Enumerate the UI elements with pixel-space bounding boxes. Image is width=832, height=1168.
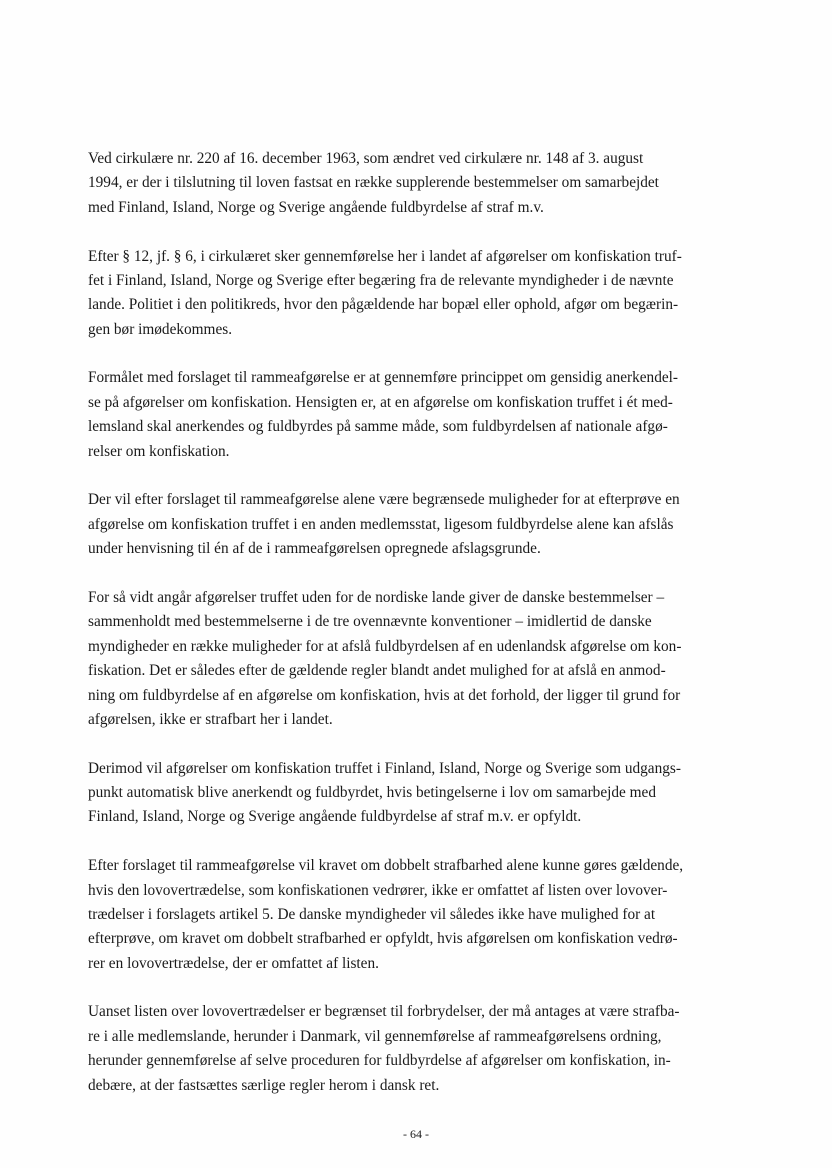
- text-line: rer en lovovertrædelse, der er omfattet af listen.: [88, 954, 379, 972]
- text-line: Der vil efter forslaget til rammeafgørelse alene være begrænsede muligheder for at efterprøve en: [88, 491, 680, 509]
- paragraph: [88, 366, 748, 464]
- text-line: debære, at der fastsættes særlige regler herom i dansk ret.: [88, 1076, 440, 1094]
- text-line: Ved cirkulære nr. 220 af 16. december 1963, som ændret ved cirkulære nr. 148 af 3. august: [88, 150, 644, 167]
- text-line: trædelser i forslagets artikel 5. De danske myndigheder vil således ikke have mulighed for at: [88, 905, 656, 923]
- text-line: fiskation. Det er således efter de gældende regler blandt andet mulighed for at afslå en anmod-: [88, 662, 666, 680]
- paragraph: [88, 1000, 748, 1098]
- text-line: hvis den lovovertrædelse, som konfiskationen vedrører, ikke er omfattet af listen over lovover-: [88, 881, 668, 899]
- paragraph: [88, 854, 748, 976]
- paragraph: [88, 757, 748, 830]
- text-line: se på afgørelser om konfiskation. Hensigten er, at en afgørelse om konfiskation truffet i ét med-: [88, 393, 673, 411]
- text-line: Formålet med forslaget til rammeafgørelse er at gennemføre princippet om gensidig anerkendel-: [88, 369, 678, 387]
- text-line: efterprøve, om kravet om dobbelt strafbarhed er opfyldt, hvis afgørelsen om konfiskation vedrø-: [88, 930, 678, 948]
- text-line: Efter § 12, jf. § 6, i cirkulæret sker gennemførelse her i landet af afgørelser om konfiskation truf-: [88, 247, 682, 265]
- text-line: re i alle medlemslande, herunder i Danmark, vil gennemførelse af rammeafgørelsens ordning,: [88, 1027, 662, 1045]
- text-line: gen bør imødekommes.: [88, 320, 233, 338]
- text-line: punkt automatisk blive anerkendt og fuldbyrdet, hvis betingelserne i lov om samarbejde med: [88, 784, 656, 802]
- text-line: Derimod vil afgørelser om konfiskation truffet i Finland, Island, Norge og Sverige som udgangs-: [88, 759, 681, 777]
- text-line: myndigheder en række muligheder for at afslå fuldbyrdelsen af en udenlandsk afgørelse om kon-: [88, 637, 682, 655]
- text-line: relser om konfiskation.: [88, 442, 230, 460]
- text-line: afgørelse om konfiskation truffet i en anden medlemsstat, ligesom fuldbyrdelse alene kan afslås: [88, 515, 674, 533]
- page-number: - 64 -: [403, 1127, 429, 1141]
- text-line: herunder gennemførelse af selve proceduren for fuldbyrdelse af afgørelser om konfiskation, in-: [88, 1052, 671, 1070]
- text-line: med Finland, Island, Norge og Sverige angående fuldbyrdelse af straf m.v.: [88, 198, 544, 216]
- text-line: under henvisning til én af de i rammeafgørelsen opregnede afslagsgrunde.: [88, 540, 541, 558]
- text-line: For så vidt angår afgørelser truffet uden for de nordiske lande giver de danske bestemmelser –: [88, 588, 665, 606]
- text-line: sammenholdt med bestemmelserne i de tre ovennævnte konventioner – imidlertid de danske: [88, 613, 652, 631]
- text-line: Efter forslaget til rammeafgørelse vil kravet om dobbelt strafbarhed alene kunne gøres gældende,: [88, 857, 684, 875]
- text-line: Finland, Island, Norge og Sverige angående fuldbyrdelse af straf m.v. er opfyldt.: [88, 808, 582, 826]
- paragraph: [88, 488, 748, 561]
- paragraph: [88, 245, 748, 343]
- text-line: 1994, er der i tilslutning til loven fastsat en række supplerende bestemmelser om samarbejdet: [88, 174, 659, 192]
- text-line: lemsland skal anerkendes og fuldbyrdes på samme måde, som fuldbyrdelsen af nationale afgø-: [88, 418, 668, 436]
- paragraph: [88, 147, 748, 220]
- text-line: fet i Finland, Island, Norge og Sverige efter begæring fra de relevante myndigheder i de nævnte: [88, 271, 674, 289]
- text-line: ning om fuldbyrdelse af en afgørelse om konfiskation, hvis at det forhold, der ligger til grund for: [88, 686, 681, 704]
- text-line: afgørelsen, ikke er strafbart her i landet.: [88, 710, 333, 728]
- text-line: Uanset listen over lovovertrædelser er begrænset til forbrydelser, der må antages at være strafba-: [88, 1003, 680, 1021]
- document-body: [88, 147, 748, 1122]
- paragraph: [88, 586, 748, 732]
- text-line: lande. Politiet i den politikreds, hvor den pågældende har bopæl eller ophold, afgør om begærin-: [88, 296, 679, 314]
